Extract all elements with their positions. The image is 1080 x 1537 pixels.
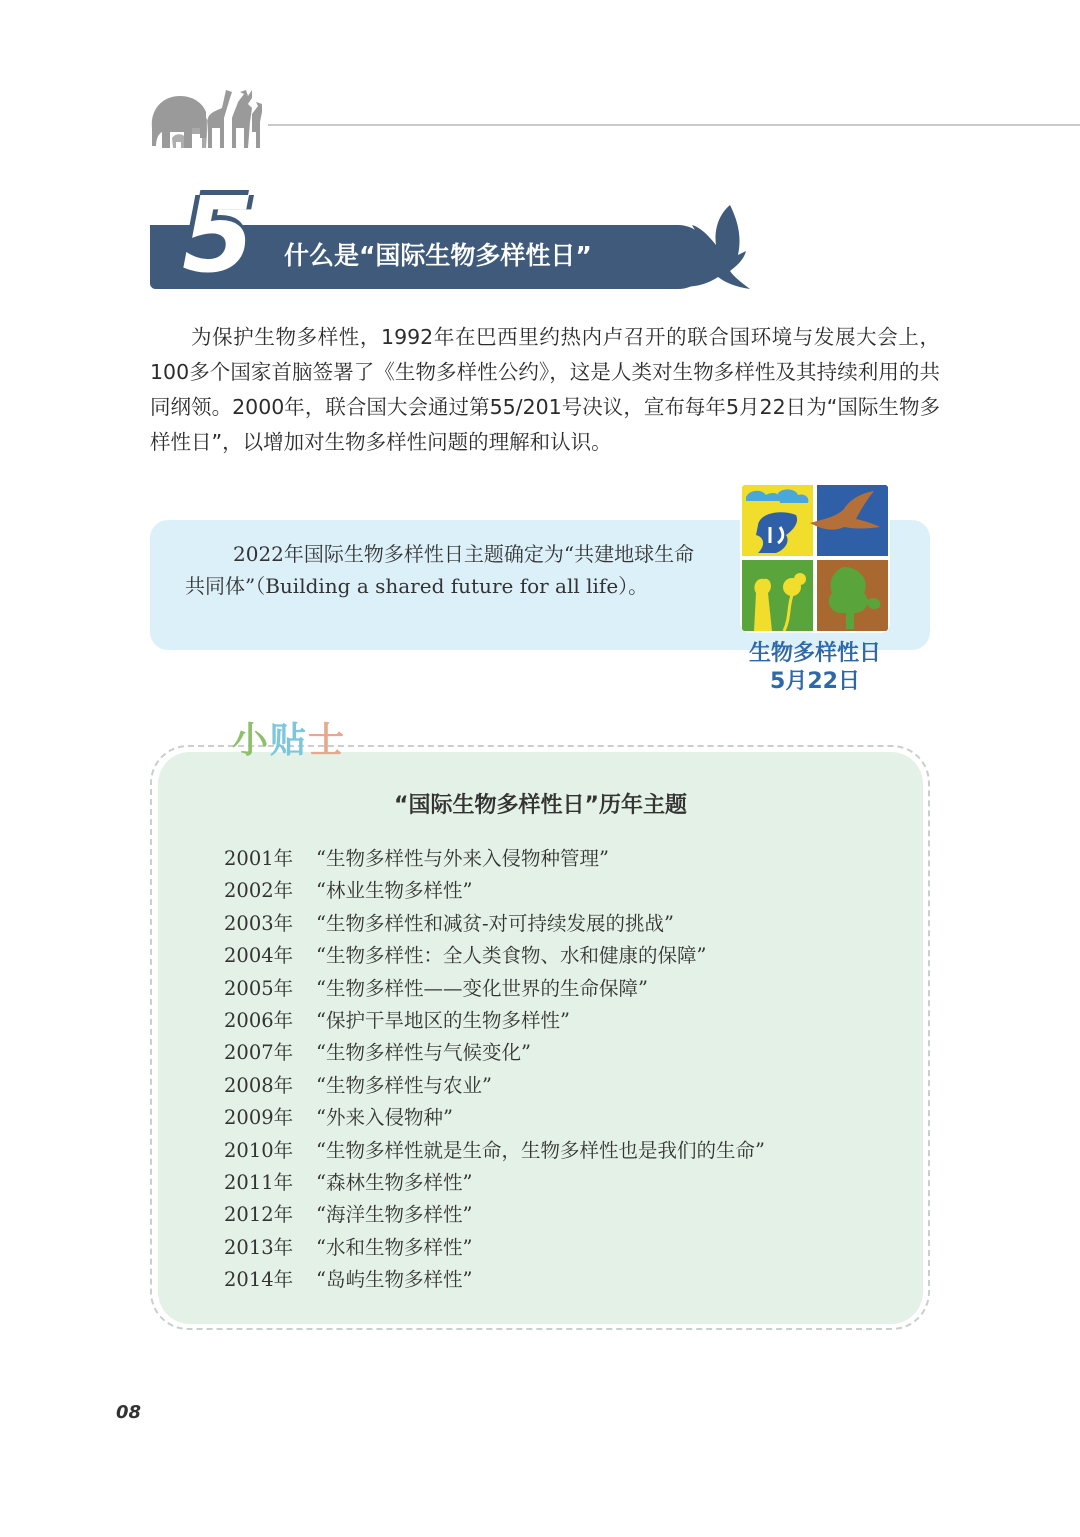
tips-label [232,716,346,766]
theme-name: “外来入侵物种” [316,1106,453,1130]
list-item [224,875,765,907]
page-number: 08 [116,1402,142,1423]
list-item [224,1102,765,1134]
list-item [224,940,765,972]
list-item [224,1232,765,1264]
theme-name: “生物多样性：全人类食物、水和健康的保障” [316,944,707,968]
list-item [224,1135,765,1167]
list-item [224,1005,765,1037]
theme-year: 2002年 [224,879,294,903]
theme-name: “生物多样性与农业” [316,1073,492,1097]
tips-label-char: 贴 [270,720,309,761]
theme-year: 2007年 [224,1041,294,1065]
theme-2022-text: 2022年国际生物多样性日主题确定为“共建地球生命共同体”（Building a shared future for all life）。 [185,542,695,598]
annual-theme-list [224,843,765,1296]
section-number: 5 [182,174,255,296]
theme-name: “海洋生物多样性” [316,1203,473,1227]
list-item [224,1070,765,1102]
theme-year: 2010年 [224,1138,294,1162]
theme-name: “林业生物多样性” [316,879,473,903]
theme-year: 2001年 [224,847,294,870]
theme-year: 2008年 [224,1073,294,1097]
theme-year: 2004年 [224,944,294,968]
theme-year: 2009年 [224,1106,294,1130]
theme-name: “生物多样性——变化世界的生命保障” [316,976,648,1000]
theme-name: “森林生物多样性” [316,1170,473,1194]
dove-icon [672,205,754,297]
list-item [224,843,765,875]
tips-title: “国际生物多样性日”历年主题 [394,793,687,818]
theme-name: “生物多样性和减贫-对可持续发展的挑战” [316,911,675,935]
theme-year: 2005年 [224,976,294,1000]
theme-name: “生物多样性就是生命，生物多样性也是我们的生命” [316,1138,765,1162]
theme-year: 2003年 [224,911,294,935]
logo-caption [715,640,915,696]
theme-year: 2006年 [224,1008,294,1032]
logo-caption-title: 生物多样性日 [748,641,881,666]
logo-caption-date: 5月22日 [770,669,860,694]
theme-name: “岛屿生物多样性” [316,1268,473,1292]
header-divider [268,124,1080,126]
tips-label-char: 小 [232,720,271,761]
intro-paragraph [150,320,940,460]
theme-name: “生物多样性与气候变化” [316,1041,531,1065]
section-title: 什么是“国际生物多样性日” [284,241,592,270]
theme-year: 2013年 [224,1235,294,1259]
tips-label-char: 士 [308,720,347,761]
intro-text: 为保护生物多样性，1992年在巴西里约热内卢召开的联合国环境与发展大会上，100多个国家首脑签署了《生物多样性公约》，这是人类对生物多样性及其持续利用的共同纲领。2000年，联合国大会通过第55/201号决议，宣布每年5月22日为“国际生物多样性日”，以增加对生物多样性问题的理解和认识。 [150,325,940,454]
list-item [224,1037,765,1069]
theme-year: 2011年 [224,1170,294,1194]
list-item [224,1199,765,1231]
list-item [224,1167,765,1199]
list-item [224,1264,765,1296]
biodiversity-day-logo-icon [740,483,890,633]
theme-year: 2012年 [224,1203,294,1227]
theme-name: “保护干旱地区的生物多样性” [316,1008,570,1032]
theme-name: “水和生物多样性” [316,1235,473,1259]
animals-silhouette-icon [148,88,264,154]
list-item [224,908,765,940]
list-item [224,973,765,1005]
theme-year: 2014年 [224,1268,294,1292]
theme-name: “生物多样性与外来入侵物种管理” [316,847,609,870]
